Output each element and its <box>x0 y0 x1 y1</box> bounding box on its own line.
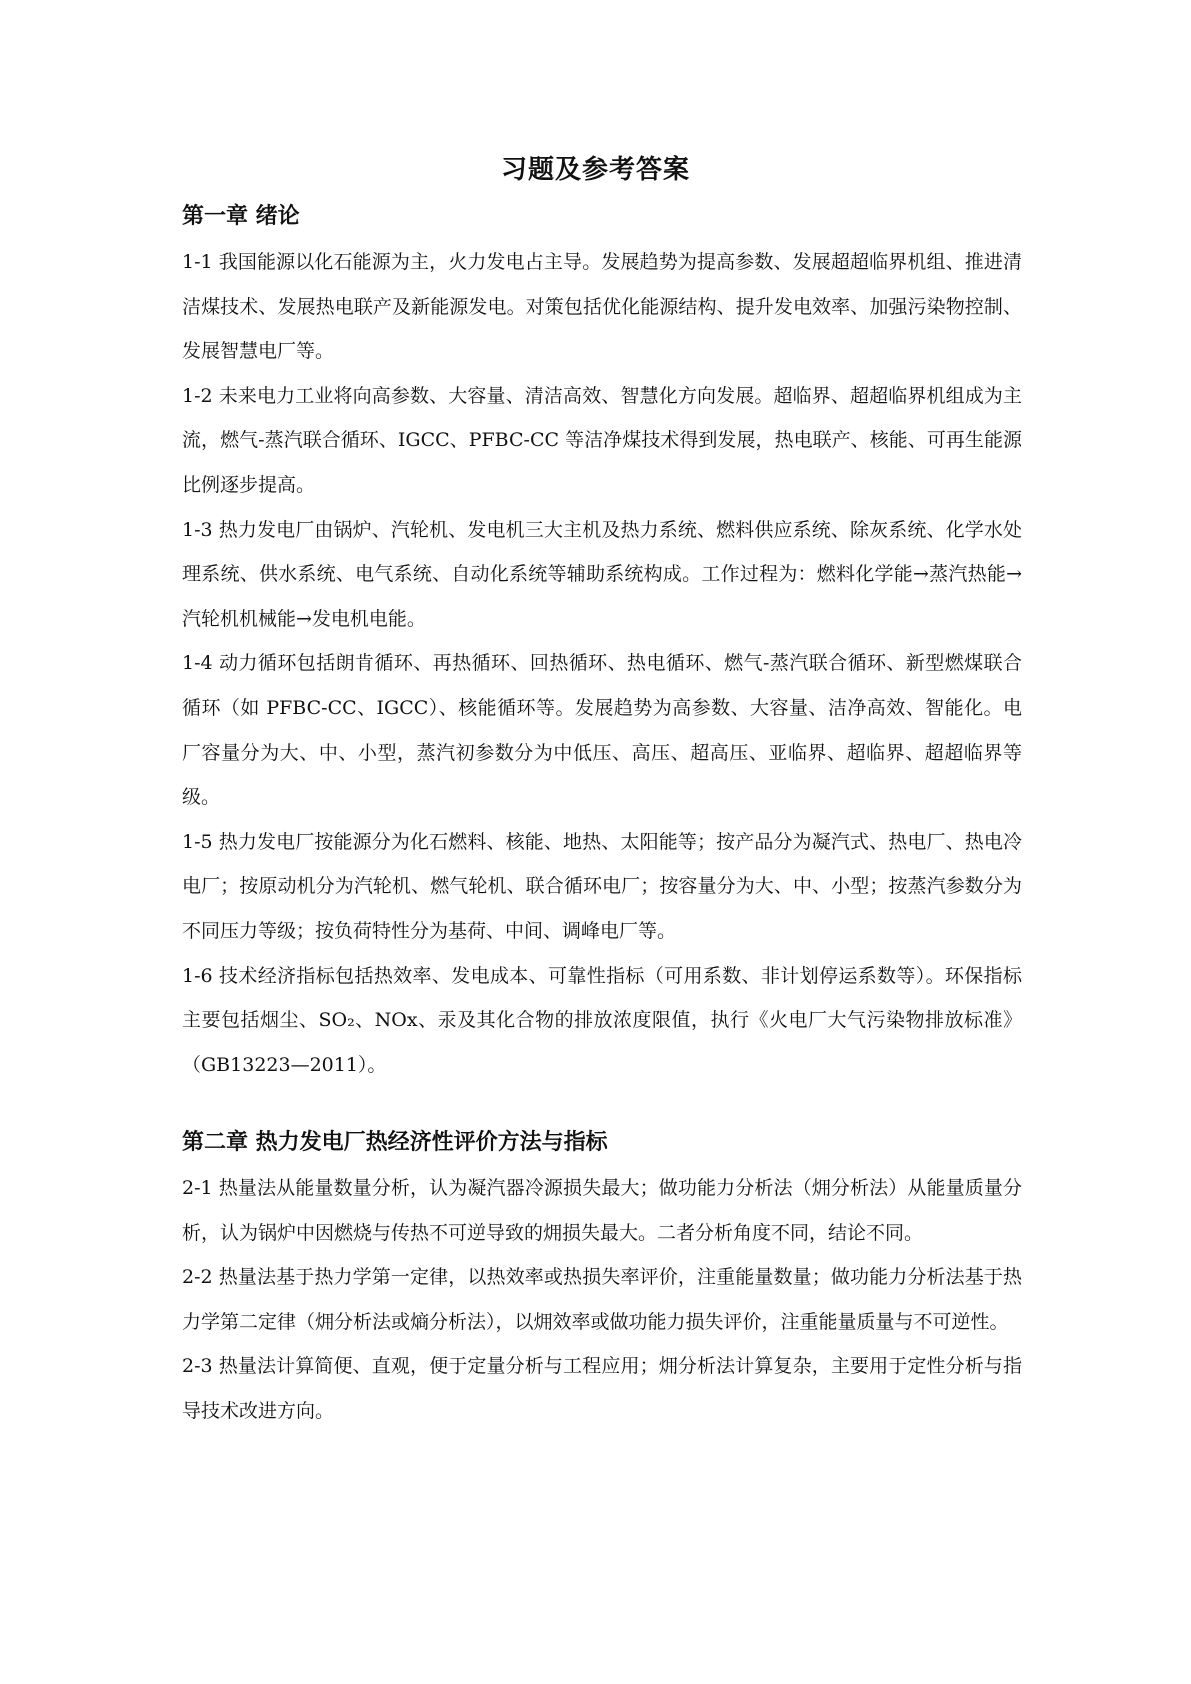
answer-paragraph: 1-6 技术经济指标包括热效率、发电成本、可靠性指标（可用系数、非计划停运系数等）。环保指标主要包括烟尘、SO₂、NOx、汞及其化合物的排放浓度限值，执行《火电厂大气污染物排放标准》（GB13223—2011）。 <box>182 964 1022 1076</box>
chapter-heading: 第一章 绪论 <box>182 203 300 229</box>
chapter-heading: 第二章 热力发电厂热经济性评价方法与指标 <box>182 1129 608 1155</box>
chapter-2-section <box>182 1124 1022 1434</box>
chapter-1-section <box>182 198 1022 1087</box>
answer-paragraph: 1-3 热力发电厂由锅炉、汽轮机、发电机三大主机及热力系统、燃料供应系统、除灰系统、化学水处理系统、供水系统、电气系统、自动化系统等辅助系统构成。工作过程为：燃料化学能→蒸汽热能→汽轮机机械能→发电机电能。 <box>182 518 1022 630</box>
answer-paragraph: 2-1 热量法从能量数量分析，认为凝汽器冷源损失最大；做功能力分析法（㶲分析法）从能量质量分析，认为锅炉中因燃烧与传热不可逆导致的㶲损失最大。二者分析角度不同，结论不同。 <box>182 1177 1022 1244</box>
answer-paragraph: 1-5 热力发电厂按能源分为化石燃料、核能、地热、太阳能等；按产品分为凝汽式、热电厂、热电冷电厂；按原动机分为汽轮机、燃气轮机、联合循环电厂；按容量分为大、中、小型；按蒸汽参数分为不同压力等级；按负荷特性分为基荷、中间、调峰电厂等。 <box>182 830 1022 942</box>
answer-paragraph: 1-1 我国能源以化石能源为主，火力发电占主导。发展趋势为提高参数、发展超超临界机组、推进清洁煤技术、发展热电联产及新能源发电。对策包括优化能源结构、提升发电效率、加强污染物控制、发展智慧电厂等。 <box>182 251 1022 363</box>
answer-paragraph: 2-3 热量法计算简便、直观，便于定量分析与工程应用；㶲分析法计算复杂，主要用于定性分析与指导技术改进方向。 <box>182 1355 1022 1422</box>
answer-paragraph: 2-2 热量法基于热力学第一定律，以热效率或热损失率评价，注重能量数量；做功能力分析法基于热力学第二定律（㶲分析法或熵分析法），以㶲效率或做功能力损失评价，注重能量质量与不可逆性。 <box>182 1266 1022 1333</box>
answer-paragraph: 1-4 动力循环包括朗肯循环、再热循环、回热循环、热电循环、燃气-蒸汽联合循环、新型燃煤联合循环（如 PFBC-CC、IGCC）、核能循环等。发展趋势为高参数、大容量、洁净高效、智能化。电厂容量分为大、中、小型，蒸汽初参数分为中低压、高压、超高压、亚临界、超临界、超超临界等级。 <box>182 652 1022 809</box>
answer-paragraph: 1-2 未来电力工业将向高参数、大容量、清洁高效、智慧化方向发展。超临界、超超临界机组成为主流，燃气-蒸汽联合循环、IGCC、PFBC-CC 等洁净煤技术得到发展，热电联产、核能、可再生能源比例逐步提高。 <box>182 384 1022 496</box>
document-title: 习题及参考答案 <box>500 155 690 185</box>
